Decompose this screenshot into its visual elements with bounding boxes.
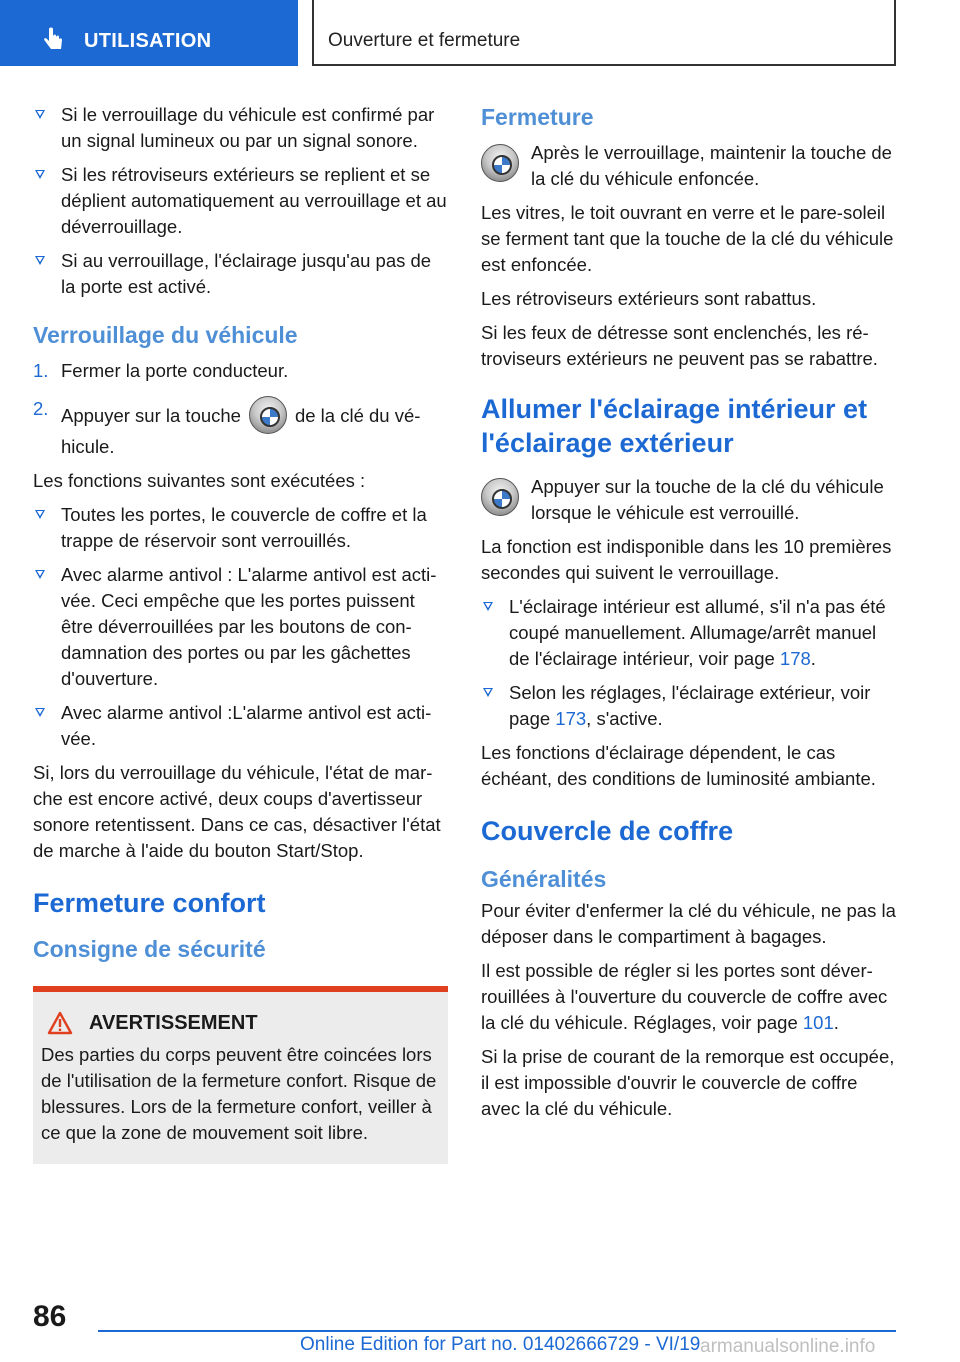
icon-instruction: Appuyer sur la touche de la clé du véhicule lorsque le véhicule est verrouillé. <box>481 474 897 526</box>
page-link-173[interactable]: 173 <box>555 708 587 729</box>
bullet-triangle-icon <box>483 688 493 697</box>
paragraph: Les fonctions d'éclairage dépendent, le cas échéant, des conditions de luminosité ambiante. <box>481 742 876 789</box>
warning-triangle-icon <box>47 1011 73 1035</box>
chapter-title: Ouverture et fermeture <box>328 30 521 51</box>
paragraph: Il est possible de régler si les portes sont déverrouillées à l'ouverture du couvercle de coffre avec la clé du véhicule. Réglages, voir page 101. <box>481 960 888 1033</box>
bullet-triangle-icon <box>483 602 493 611</box>
list-item: Avec alarme antivol :L'alarme antivol est activée. <box>33 700 448 752</box>
step-item: 2. Appuyer sur la touche de la clé du véhicule. <box>33 398 421 457</box>
warning-text: Des parties du corps peuvent être coincées lors de l'utilisation de la fermeture confort. Risque de blessures. Lors de la fermeture confort, veiller à ce que la zone de mouvement soit libre. <box>41 1044 437 1143</box>
functions-intro: Les fonctions suivantes sont exécutées : <box>33 470 366 491</box>
page-number: 86 <box>33 1300 67 1333</box>
chapter-header <box>312 0 896 66</box>
icon-instruction: Après le verrouillage, maintenir la touche de la clé du véhicule enfoncée. <box>481 140 897 192</box>
list-item: Si les rétroviseurs extérieurs se replient et se déplient automatiquement au verrouillage et au déverrouillage. <box>33 162 448 240</box>
page-link-101[interactable]: 101 <box>802 1012 834 1033</box>
warning-box <box>33 986 448 1164</box>
list-item: Si le verrouillage du véhicule est confirmé par un signal lumineux ou par un signal sonore. <box>33 102 448 154</box>
section-tab[interactable] <box>0 0 298 66</box>
paragraph: La fonction est indisponible dans les 10 premières secondes qui suivent le verrouillage. <box>481 536 892 583</box>
bmw-key-button-icon <box>481 144 519 182</box>
bullet-triangle-icon <box>35 110 45 119</box>
left-column <box>33 102 448 1164</box>
heading-close: Fermeture <box>481 104 594 130</box>
section-tab-label: UTILISATION <box>84 30 212 52</box>
paragraph: Si la prise de courant de la remorque est occupée, il est impossible d'ouvrir le couvercle de coffre avec la clé du véhicule. <box>481 1046 895 1119</box>
paragraph: Les vitres, le toit ouvrant en verre et le pare-soleil se ferment tant que la touche de la clé du véhicule est enfoncée. <box>481 202 894 275</box>
heading-safety-notice: Consigne de sécurité <box>33 936 266 962</box>
bullet-triangle-icon <box>35 708 45 717</box>
heading-lock-vehicle: Verrouillage du véhicule <box>33 322 298 348</box>
watermark: armanualsonline.info <box>700 1336 876 1357</box>
list-item: Avec alarme antivol : L'alarme antivol est activée. Ceci empêche que les portes puissent être déverrouillées par les boutons de condamnation des portes ou par les gâchettes d'ouverture. <box>33 562 448 692</box>
bullet-triangle-icon <box>35 256 45 265</box>
list-item: Toutes les portes, le couvercle de coffre et la trappe de réservoir sont verrouillés. <box>33 502 448 554</box>
right-column <box>481 102 897 1130</box>
list-item: Si au verrouillage, l'éclairage jusqu'au pas de la porte est activé. <box>33 248 448 300</box>
paragraph: Si les feux de détresse sont enclenchés, les rétroviseurs extérieurs ne peuvent pas se rabattre. <box>481 322 878 369</box>
heading-lighting: Allumer l'éclairage intérieur et l'éclairage extérieur <box>481 394 868 458</box>
warning-title: AVERTISSEMENT <box>41 1010 440 1036</box>
bullet-triangle-icon <box>35 170 45 179</box>
heading-trunk-lid: Couvercle de coffre <box>481 816 734 846</box>
bullet-triangle-icon <box>35 570 45 579</box>
paragraph: Les rétroviseurs extérieurs sont rabattus. <box>481 288 817 309</box>
list-item: L'éclairage intérieur est allumé, s'il n'a pas été coupé manuellement. Allumage/arrêt manuel de l'éclairage intérieur, voir page 178. <box>481 594 897 672</box>
paragraph: Pour éviter d'enfermer la clé du véhicule, ne pas la déposer dans le compartiment à bagages. <box>481 900 896 947</box>
step-item: 1. Fermer la porte conducteur. <box>33 360 289 381</box>
bmw-key-button-icon <box>249 396 287 434</box>
list-item: Selon les réglages, l'éclairage extérieur, voir page 173, s'active. <box>481 680 897 732</box>
bmw-key-button-icon <box>481 478 519 516</box>
hand-pointer-icon <box>40 27 66 53</box>
paragraph: Si, lors du verrouillage du véhicule, l'état de marche est encore activé, deux coups d'avertisseur sonore retentissent. Dans ce cas, désactiver l'état de marche à l'aide du bouton Start/Stop. <box>33 762 441 861</box>
page-link-178[interactable]: 178 <box>779 648 811 669</box>
edition-info: Online Edition for Part no. 01402666729 - VI/19 <box>300 1334 701 1355</box>
heading-general: Généralités <box>481 866 607 892</box>
heading-comfort-close: Fermeture confort <box>33 888 266 918</box>
footer-divider <box>98 1330 896 1332</box>
bullet-triangle-icon <box>35 510 45 519</box>
